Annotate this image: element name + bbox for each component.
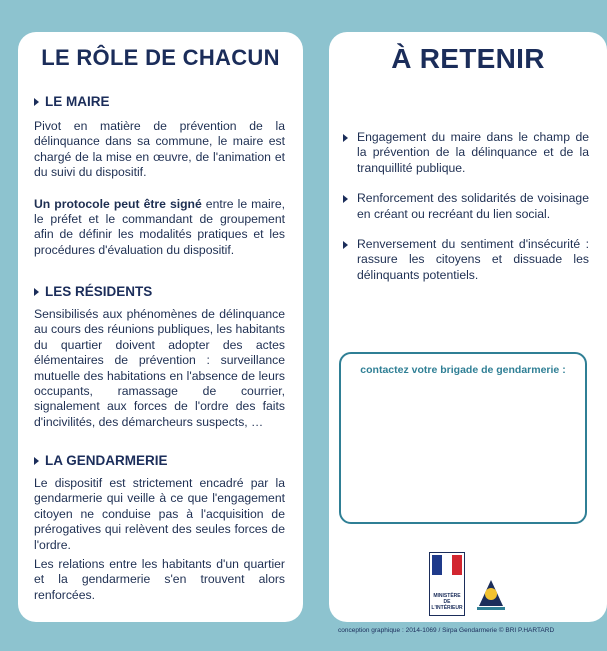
bullet-arrow-icon xyxy=(343,195,348,203)
french-flag-icon xyxy=(432,555,462,575)
left-panel xyxy=(18,32,303,622)
gendarmerie-logo xyxy=(469,572,513,616)
bullet-arrow-icon xyxy=(34,457,39,465)
section-heading-maire xyxy=(34,94,285,109)
list-item xyxy=(343,191,589,222)
bullet-arrow-icon xyxy=(343,134,348,142)
bullet-arrow-icon xyxy=(34,98,39,106)
retenir-list xyxy=(343,130,589,298)
protocole-paragraph xyxy=(34,197,285,259)
section-gendarmerie xyxy=(34,453,285,603)
list-item-text: Engagement du maire dans le champ de la prévention de la délinquance et de la tranquillité publique. xyxy=(357,130,589,175)
section-heading-label: LES RÉSIDENTS xyxy=(45,284,153,299)
protocole-emphasis: Un protocole peut être signé xyxy=(34,196,202,211)
list-item-text: Renforcement des solidarités de voisinage en créant ou recréant du lien social. xyxy=(357,191,589,221)
list-item xyxy=(343,130,589,176)
gendarmerie-paragraph-1: Le dispositif est strictement encadré par la gendarmerie qui veille à ce que l'engagement citoyen ne conduise pas à l'acquisition de prérogatives qui relèvent des seules forces de l'ordre. xyxy=(34,476,285,552)
section-heading-label: LE MAIRE xyxy=(45,94,110,109)
left-panel-title: LE RÔLE DE CHACUN xyxy=(41,45,280,70)
ministere-interieur-logo xyxy=(429,552,465,616)
section-heading-gendarmerie xyxy=(34,453,285,468)
right-panel xyxy=(329,32,607,622)
footer-credit: conception graphique : 2014-1069 / Sirpa Gendarmerie © BRI P.HARTARD xyxy=(338,627,555,634)
section-maire xyxy=(34,94,285,258)
section-heading-label: LA GENDARMERIE xyxy=(45,453,168,468)
contact-label: contactez votre brigade de gendarmerie : xyxy=(360,364,566,376)
section-heading-residents xyxy=(34,284,285,299)
bullet-arrow-icon xyxy=(34,288,39,296)
list-item-text: Renversement du sentiment d'insécurité : rassure les citoyens et dissuade les délinquants potentiels. xyxy=(357,237,589,282)
residents-paragraph: Sensibilisés aux phénomènes de délinquance au cours des réunions publiques, les habitants du quartier doivent adopter des actes élémentaires de prévention : surveillance mutuelle des habitations en l'absence de leurs occupants, ramassage de courrier, signalement aux forces de l'ordre des faits d'incivilités, des démarcheurs suspects, … xyxy=(34,307,285,429)
maire-paragraph: Pivot en matière de prévention de la délinquance dans sa commune, le maire est chargé de la mise en œuvre, de l'animation et du suivi du dispositif. xyxy=(34,119,285,180)
bullet-arrow-icon xyxy=(343,241,348,249)
gendarmerie-paragraph-2: Les relations entre les habitants d'un quartier et la gendarmerie s'en trouvent alors renforcées. xyxy=(34,557,285,602)
contact-box xyxy=(339,352,587,524)
list-item xyxy=(343,237,589,283)
section-residents xyxy=(34,284,285,430)
right-panel-title: À RETENIR xyxy=(391,43,545,74)
protocole-text: entre le maire, le préfet et le commandant de groupement afin de définir les modalités pratiques et les procédures d'évaluation du dispositif. xyxy=(34,196,285,257)
ministere-logo-text: MINISTÈRE DE L'INTÉRIEUR xyxy=(431,593,463,611)
